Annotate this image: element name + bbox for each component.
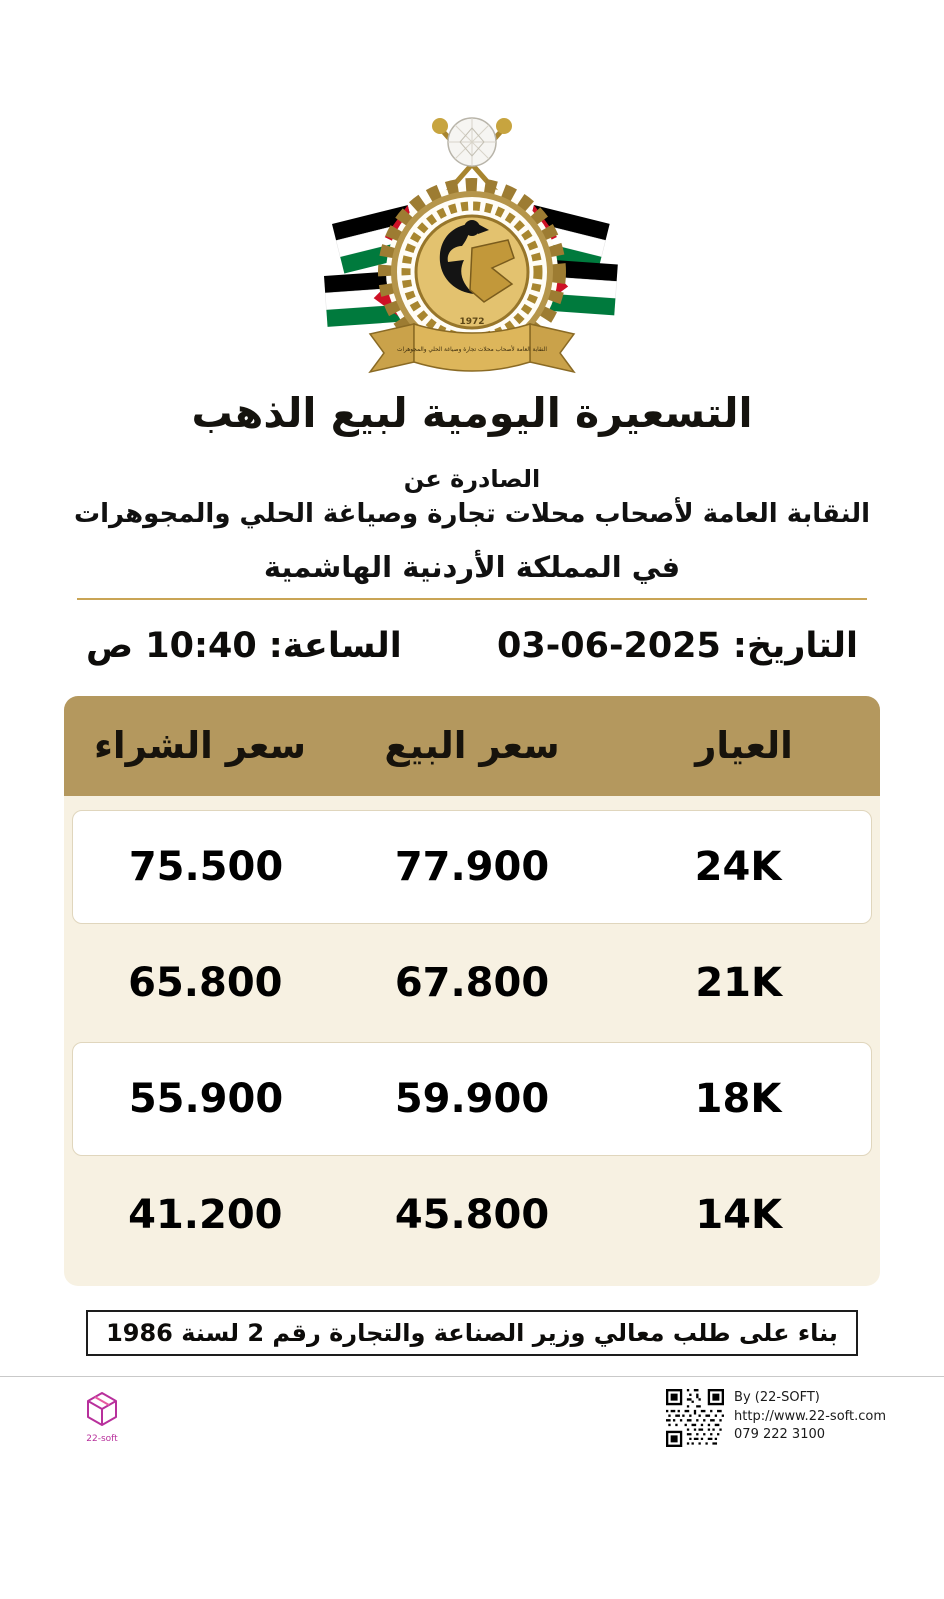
karat-value: 14K [695, 1191, 782, 1238]
sell-price: 45.800 [394, 1191, 550, 1238]
gold-divider [77, 598, 867, 600]
table-row [72, 1158, 872, 1272]
emblem-year: 1972 [459, 317, 485, 327]
issued-by-label: الصادرة عن [403, 464, 541, 493]
date-label: التاريخ: [732, 625, 858, 666]
column-header-karat: العيار [695, 724, 793, 768]
credit-url: http://www.22-soft.com [734, 1408, 886, 1424]
time [86, 626, 402, 666]
credits-block [666, 1389, 886, 1447]
sell-price: 77.900 [394, 843, 550, 890]
date [497, 626, 858, 666]
issuer-name: النقابة العامة لأصحاب محلات تجارة وصياغة الحلي والمجوهرات [73, 498, 871, 529]
legal-note: بناء على طلب معالي وزير الصناعة والتجارة رقم 2 لسنة 1986 [86, 1310, 858, 1356]
buy-price: 65.800 [128, 959, 283, 1006]
column-header-buy: سعر الشراء [93, 724, 306, 768]
date-value: 03-06-2025 [497, 625, 721, 666]
syndicate-emblem [322, 112, 622, 384]
sell-price: 67.800 [394, 959, 550, 1006]
qr-code [666, 1389, 724, 1447]
issuer-country: في المملكة الأردنية الهاشمية [263, 549, 681, 584]
time-label: الساعة: [268, 625, 402, 666]
table-row [72, 926, 872, 1040]
credit-by: By (22-SOFT) [734, 1389, 820, 1405]
price-table [64, 696, 880, 1286]
table-body [64, 796, 880, 1286]
ribbon-text: النقابة العامة لأصحاب محلات تجارة وصياغة الحلي والمجوهرات [397, 346, 553, 353]
page-title: التسعيرة اليومية لبيع الذهب [191, 389, 753, 437]
karat-value: 24K [694, 843, 782, 890]
table-header [64, 696, 880, 796]
table-row [72, 1042, 872, 1156]
credit-phone: 079 222 3100 [734, 1427, 826, 1443]
karat-value: 18K [694, 1075, 782, 1122]
buy-price: 55.900 [128, 1075, 284, 1122]
datetime-row [0, 626, 944, 666]
time-value: 10:40 ص [86, 625, 257, 666]
credits-text [734, 1389, 886, 1446]
diamond-icon [448, 118, 496, 166]
karat-value: 21K [695, 959, 782, 1006]
soft22-logo-label: 22-soft [86, 1433, 118, 1444]
buy-price: 75.500 [128, 843, 284, 890]
soft22-logo-icon [82, 1389, 122, 1429]
sell-price: 59.900 [394, 1075, 550, 1122]
footer [0, 1377, 944, 1447]
column-header-sell: سعر البيع [384, 724, 560, 768]
table-row [72, 810, 872, 924]
soft22-logo [72, 1389, 132, 1444]
buy-price: 41.200 [128, 1191, 283, 1238]
